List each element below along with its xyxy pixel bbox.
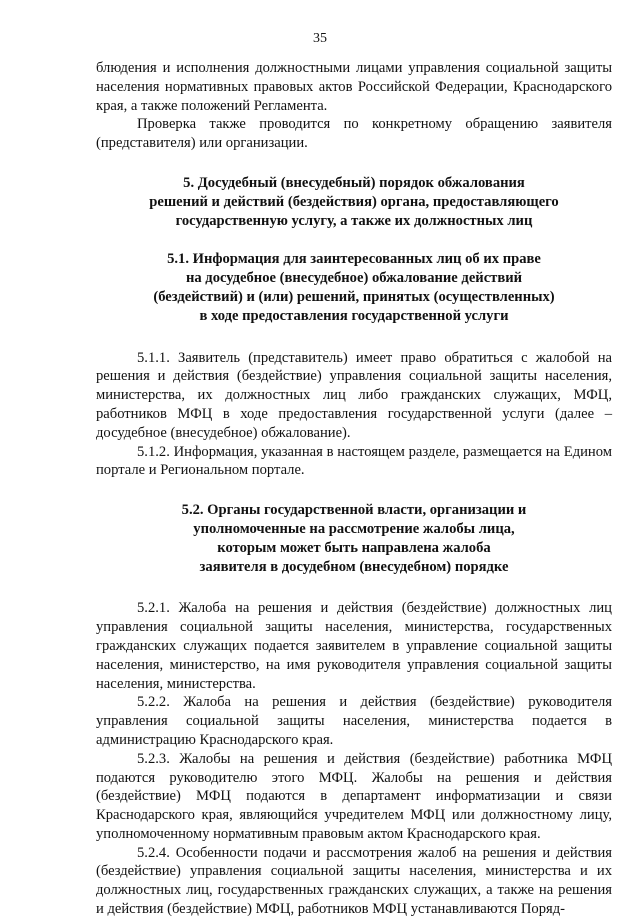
heading-line: (бездействий) и (или) решений, принятых (осуществленных) — [153, 288, 555, 305]
section-heading — [96, 501, 612, 576]
heading-line: которым может быть направлена жалоба — [217, 539, 491, 556]
paragraph: блюдения и исполнения должностными лицами управления социальной защиты населения нормативных правовых актов Российской Федерации, Краснодарского края, а также положений Регламента. — [96, 60, 612, 114]
heading-line: 5. Досудебный (внесудебный) порядок обжалования — [183, 174, 525, 191]
paragraph: 5.1.2. Информация, указанная в настоящем разделе, размещается на Едином портале и Региональном портале. — [96, 443, 612, 479]
section-heading — [96, 174, 612, 230]
heading-line: на досудебное (внесудебное) обжалование действий — [185, 270, 523, 287]
page-content — [96, 59, 612, 919]
paragraph: 5.1.1. Заявитель (представитель) имеет право обратиться с жалобой на решения и действия (бездействие) управления социальной защиты населения, министерства, их должностных лиц либо гражданских служащих, МФЦ, работников МФЦ в ходе предоставления государственной услуги (далее – досудебное (внесудебное) обжалование). — [96, 349, 612, 441]
paragraph: 5.2.3. Жалобы на решения и действия (бездействие) работника МФЦ подаются руководителю этого МФЦ. Жалобы на решения и действия (бездействие) МФЦ подаются в департамент информатизации и связи Краснодарского края, являющийся учредителем МФЦ или должностному лицу, уполномоченному нормативным правовым актом Краснодарского края. — [96, 750, 612, 842]
heading-line: 5.2. Органы государственной власти, организации и — [181, 502, 527, 519]
heading-line: уполномоченные на рассмотрение жалобы лица, — [193, 520, 515, 537]
paragraph: 5.2.1. Жалоба на решения и действия (бездействие) должностных лиц управления социальной защиты населения, министерства, государственных гражданских служащих подается заявителем в управление социальной защиты населения, министерство, на имя руководителя управления социальной защиты населения, министерства. — [96, 600, 612, 692]
heading-line: в ходе предоставления государственной услуги — [199, 307, 509, 324]
paragraph: Проверка также проводится по конкретному обращению заявителя (представителя) или организации. — [96, 116, 612, 152]
paragraph: 5.2.4. Особенности подачи и рассмотрения жалоб на решения и действия (бездействие) управления социальной защиты населения, министерства и их должностных лиц, государственных гражданских служащих, а также на решения и действия (бездействие) МФЦ, работников МФЦ устанавливаются Поряд- — [96, 844, 612, 918]
section-heading — [96, 250, 612, 325]
heading-line: 5.1. Информация для заинтересованных лиц об их праве — [167, 251, 541, 268]
heading-line: государственную услугу, а также их должностных лиц — [175, 212, 533, 229]
paragraph: 5.2.2. Жалоба на решения и действия (бездействие) руководителя управления социальной защиты населения, министерства подается в администрацию Краснодарского края. — [96, 694, 612, 748]
heading-line: решений и действий (бездействия) органа, предоставляющего — [149, 193, 559, 210]
page-number: 35 — [313, 31, 327, 46]
heading-line: заявителя в досудебном (внесудебном) порядке — [199, 558, 509, 575]
